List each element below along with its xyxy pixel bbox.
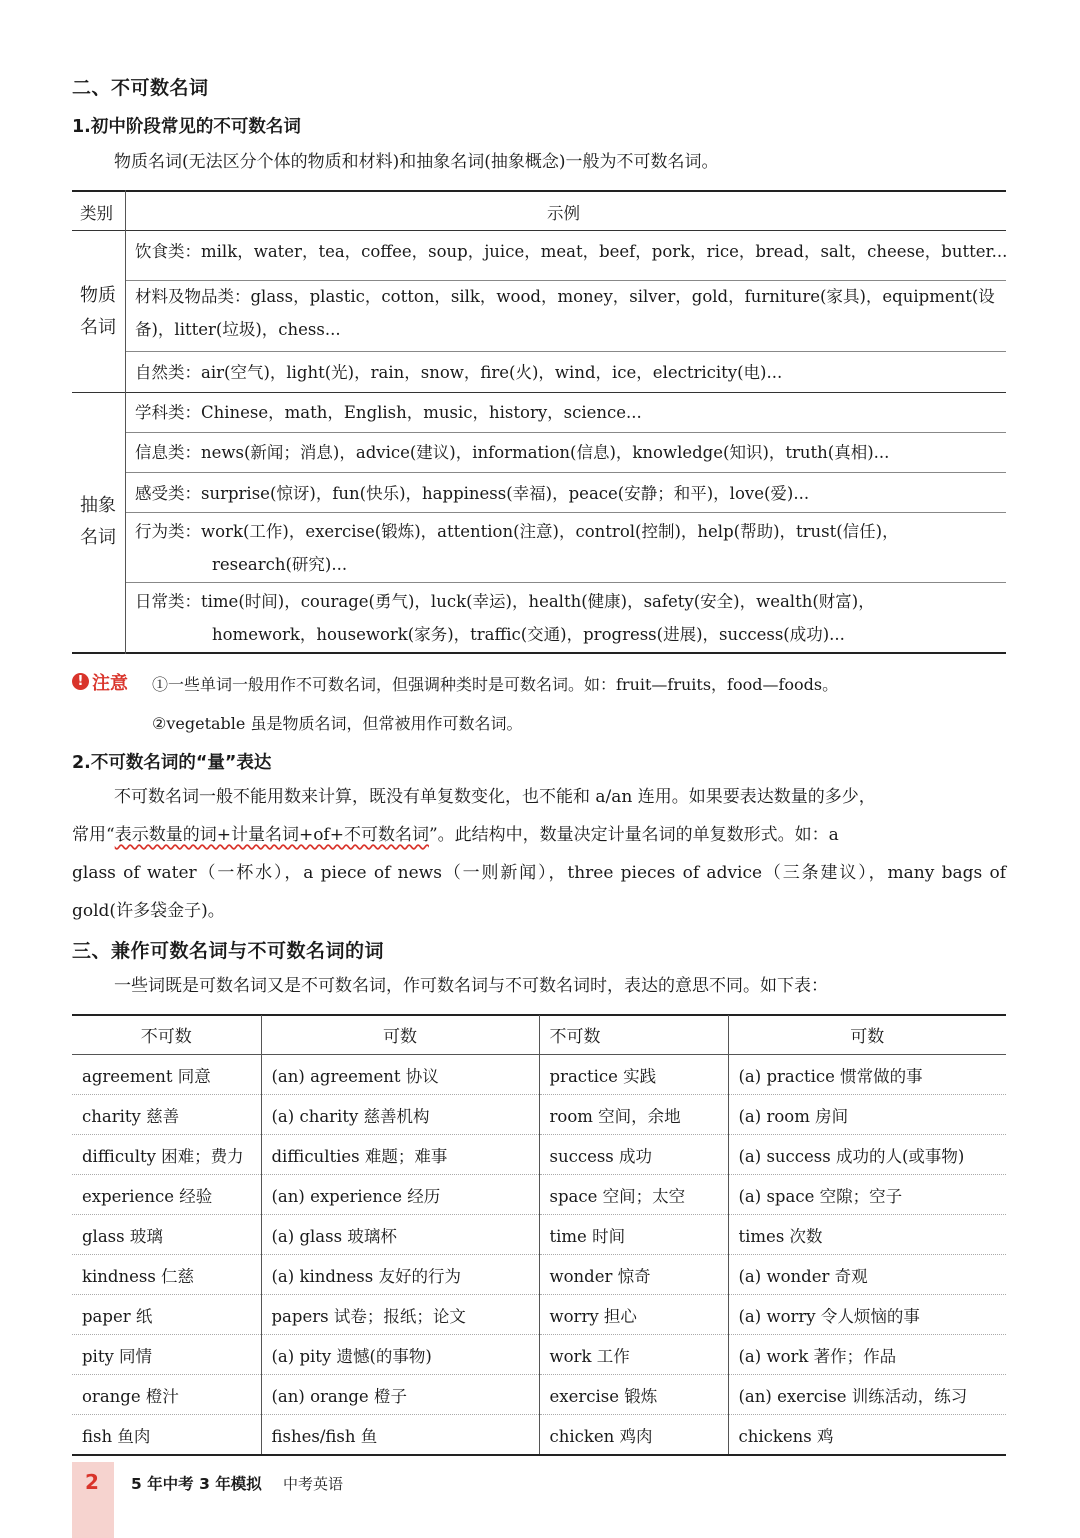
example-row-subjects: 学科类：Chinese，math，English，music，history，science... bbox=[135, 403, 642, 422]
uncountable-cell: exercise 锻炼 bbox=[539, 1375, 728, 1415]
uncountable-cell: fish 鱼肉 bbox=[72, 1415, 261, 1456]
table-row bbox=[72, 1055, 1006, 1095]
example-row-nature: 自然类：air(空气)，light(光)，rain，snow，fire(火)，wind，ice，electricity(电)... bbox=[135, 363, 783, 382]
quantity-para-line-1: 不可数名词一般不能用数来计算，既没有单复数变化，也不能和 a/an 连用。如果要表达数量的多少， bbox=[114, 787, 876, 807]
countable-cell: (a) glass 玻璃杯 bbox=[261, 1215, 539, 1255]
countable-cell: (a) success 成功的人(或事物) bbox=[728, 1135, 1006, 1175]
page-number: 2 bbox=[85, 1470, 99, 1494]
countable-cell: (a) charity 慈善机构 bbox=[261, 1095, 539, 1135]
countable-cell: (a) kindness 友好的行为 bbox=[261, 1255, 539, 1295]
uncountable-cell: glass 玻璃 bbox=[72, 1215, 261, 1255]
table-row bbox=[72, 1415, 1006, 1456]
header-category: 类别 bbox=[80, 204, 113, 223]
table-row bbox=[72, 1135, 1006, 1175]
uncountable-cell: paper 纸 bbox=[72, 1295, 261, 1335]
subsection-intro: 物质名词(无法区分个体的物质和材料)和抽象名词(抽象概念)一般为不可数名词。 bbox=[114, 152, 719, 172]
countable-cell: times 次数 bbox=[728, 1215, 1006, 1255]
countable-cell: (a) worry 令人烦恼的事 bbox=[728, 1295, 1006, 1335]
uncountable-noun-table bbox=[72, 190, 1006, 654]
category-abstract-line: 名词 bbox=[80, 527, 116, 548]
section-title-dual: 三、兼作可数名词与不可数名词的词 bbox=[72, 940, 385, 962]
uncountable-cell: chicken 鸡肉 bbox=[539, 1415, 728, 1456]
quantity-para-text: ”。此结构中，数量决定计量名词的单复数形式。如：a bbox=[428, 825, 839, 845]
countable-cell: difficulties 难题；难事 bbox=[261, 1135, 539, 1175]
countable-cell: (a) pity 遗憾(的事物) bbox=[261, 1335, 539, 1375]
section-title-uncountable: 二、不可数名词 bbox=[72, 77, 209, 99]
uncountable-cell: experience 经验 bbox=[72, 1175, 261, 1215]
table-row bbox=[72, 1255, 1006, 1295]
quantity-para-line-3: glass of water（一杯水），a piece of news（一则新闻），three pieces of advice（三条建议），many bags of bbox=[72, 863, 1006, 883]
category-abstract bbox=[72, 490, 124, 554]
countable-cell: (an) agreement 协议 bbox=[261, 1055, 539, 1095]
example-row-actions-cont: research(研究)... bbox=[212, 555, 348, 574]
warning-icon: ! bbox=[72, 673, 89, 690]
countable-cell: (an) experience 经历 bbox=[261, 1175, 539, 1215]
example-row-information: 信息类：news(新闻；消息)，advice(建议)，information(信息)，knowledge(知识)，truth(真相)... bbox=[135, 443, 890, 462]
header-examples: 示例 bbox=[547, 204, 580, 223]
uncountable-cell: wonder 惊奇 bbox=[539, 1255, 728, 1295]
uncountable-cell: agreement 同意 bbox=[72, 1055, 261, 1095]
countable-cell: chickens 鸡 bbox=[728, 1415, 1006, 1456]
book-subject: 中考英语 bbox=[283, 1475, 344, 1493]
note-line-1: ①一些单词一般用作不可数名词，但强调种类时是可数名词。如：fruit—fruits，food—foods。 bbox=[152, 675, 839, 694]
category-material-line: 物质 bbox=[80, 285, 116, 306]
countable-cell: (a) space 空隙；空子 bbox=[728, 1175, 1006, 1215]
header-uncountable: 不可数 bbox=[539, 1015, 728, 1055]
countable-cell: (a) work 著作；作品 bbox=[728, 1335, 1006, 1375]
uncountable-cell: pity 同情 bbox=[72, 1335, 261, 1375]
countable-cell: fishes/fish 鱼 bbox=[261, 1415, 539, 1456]
note-line-2: ②vegetable 虽是物质名词，但常被用作可数名词。 bbox=[152, 714, 523, 733]
example-row-materials: 材料及物品类：glass，plastic，cotton，silk，wood，money，silver，gold，furniture(家具)，equipment(设 bbox=[135, 287, 995, 306]
uncountable-cell: worry 担心 bbox=[539, 1295, 728, 1335]
countable-cell: (a) wonder 奇观 bbox=[728, 1255, 1006, 1295]
quantity-structure-formula: 表示数量的词+计量名词+of+不可数名词 bbox=[114, 825, 429, 845]
uncountable-cell: orange 橙汁 bbox=[72, 1375, 261, 1415]
header-countable: 可数 bbox=[261, 1015, 539, 1055]
quantity-para-line-4: gold(许多袋金子)。 bbox=[72, 901, 225, 921]
book-brand: 5 年中考 3 年模拟 bbox=[131, 1475, 262, 1493]
subsection-title-quantity: 2.不可数名词的“量”表达 bbox=[72, 753, 272, 773]
category-material bbox=[72, 280, 124, 344]
countable-cell: (a) practice 惯常做的事 bbox=[728, 1055, 1006, 1095]
countable-cell: papers 试卷；报纸；论文 bbox=[261, 1295, 539, 1335]
countable-cell: (an) orange 橙子 bbox=[261, 1375, 539, 1415]
quantity-para-text: 常用“ bbox=[72, 825, 115, 845]
uncountable-cell: work 工作 bbox=[539, 1335, 728, 1375]
dual-noun-table bbox=[72, 1015, 1006, 1456]
uncountable-cell: time 时间 bbox=[539, 1215, 728, 1255]
note-label: 注意 bbox=[92, 673, 128, 694]
uncountable-cell: kindness 仁慈 bbox=[72, 1255, 261, 1295]
table-row bbox=[72, 1295, 1006, 1335]
uncountable-cell: difficulty 困难；费力 bbox=[72, 1135, 261, 1175]
uncountable-cell: practice 实践 bbox=[539, 1055, 728, 1095]
table-row bbox=[72, 1215, 1006, 1255]
table-header-row bbox=[72, 1015, 1006, 1055]
example-row-actions: 行为类：work(工作)，exercise(锻炼)，attention(注意)，control(控制)，help(帮助)，trust(信任)， bbox=[135, 522, 899, 541]
table-row bbox=[72, 1095, 1006, 1135]
quantity-para-line-2 bbox=[72, 816, 839, 854]
table-row bbox=[72, 1375, 1006, 1415]
header-uncountable: 不可数 bbox=[72, 1015, 261, 1055]
table-row bbox=[72, 1335, 1006, 1375]
category-material-line: 名词 bbox=[80, 317, 116, 338]
header-countable: 可数 bbox=[728, 1015, 1006, 1055]
example-row-food: 饮食类：milk，water，tea，coffee，soup，juice，meat，beef，pork，rice，bread，salt，cheese，butter... bbox=[135, 242, 1008, 261]
example-row-materials-cont: 备)，litter(垃圾)，chess... bbox=[135, 320, 341, 339]
example-row-daily: 日常类：time(时间)，courage(勇气)，luck(幸运)，health(健康)，safety(安全)，wealth(财富)， bbox=[135, 592, 875, 611]
example-row-daily-cont: homework，housework(家务)，traffic(交通)，progress(进展)，success(成功)... bbox=[212, 625, 845, 644]
countable-cell: (a) room 房间 bbox=[728, 1095, 1006, 1135]
category-abstract-line: 抽象 bbox=[80, 495, 116, 516]
table-row bbox=[72, 1175, 1006, 1215]
uncountable-cell: room 空间，余地 bbox=[539, 1095, 728, 1135]
section3-intro: 一些词既是可数名词又是不可数名词，作可数名词与不可数名词时，表达的意思不同。如下表： bbox=[114, 976, 828, 996]
uncountable-cell: space 空间；太空 bbox=[539, 1175, 728, 1215]
uncountable-cell: success 成功 bbox=[539, 1135, 728, 1175]
subsection-title-common: 1.初中阶段常见的不可数名词 bbox=[72, 117, 301, 137]
example-row-feelings: 感受类：surprise(惊讶)，fun(快乐)，happiness(幸福)，peace(安静；和平)，love(爱)... bbox=[135, 484, 810, 503]
uncountable-cell: charity 慈善 bbox=[72, 1095, 261, 1135]
countable-cell: (an) exercise 训练活动，练习 bbox=[728, 1375, 1006, 1415]
